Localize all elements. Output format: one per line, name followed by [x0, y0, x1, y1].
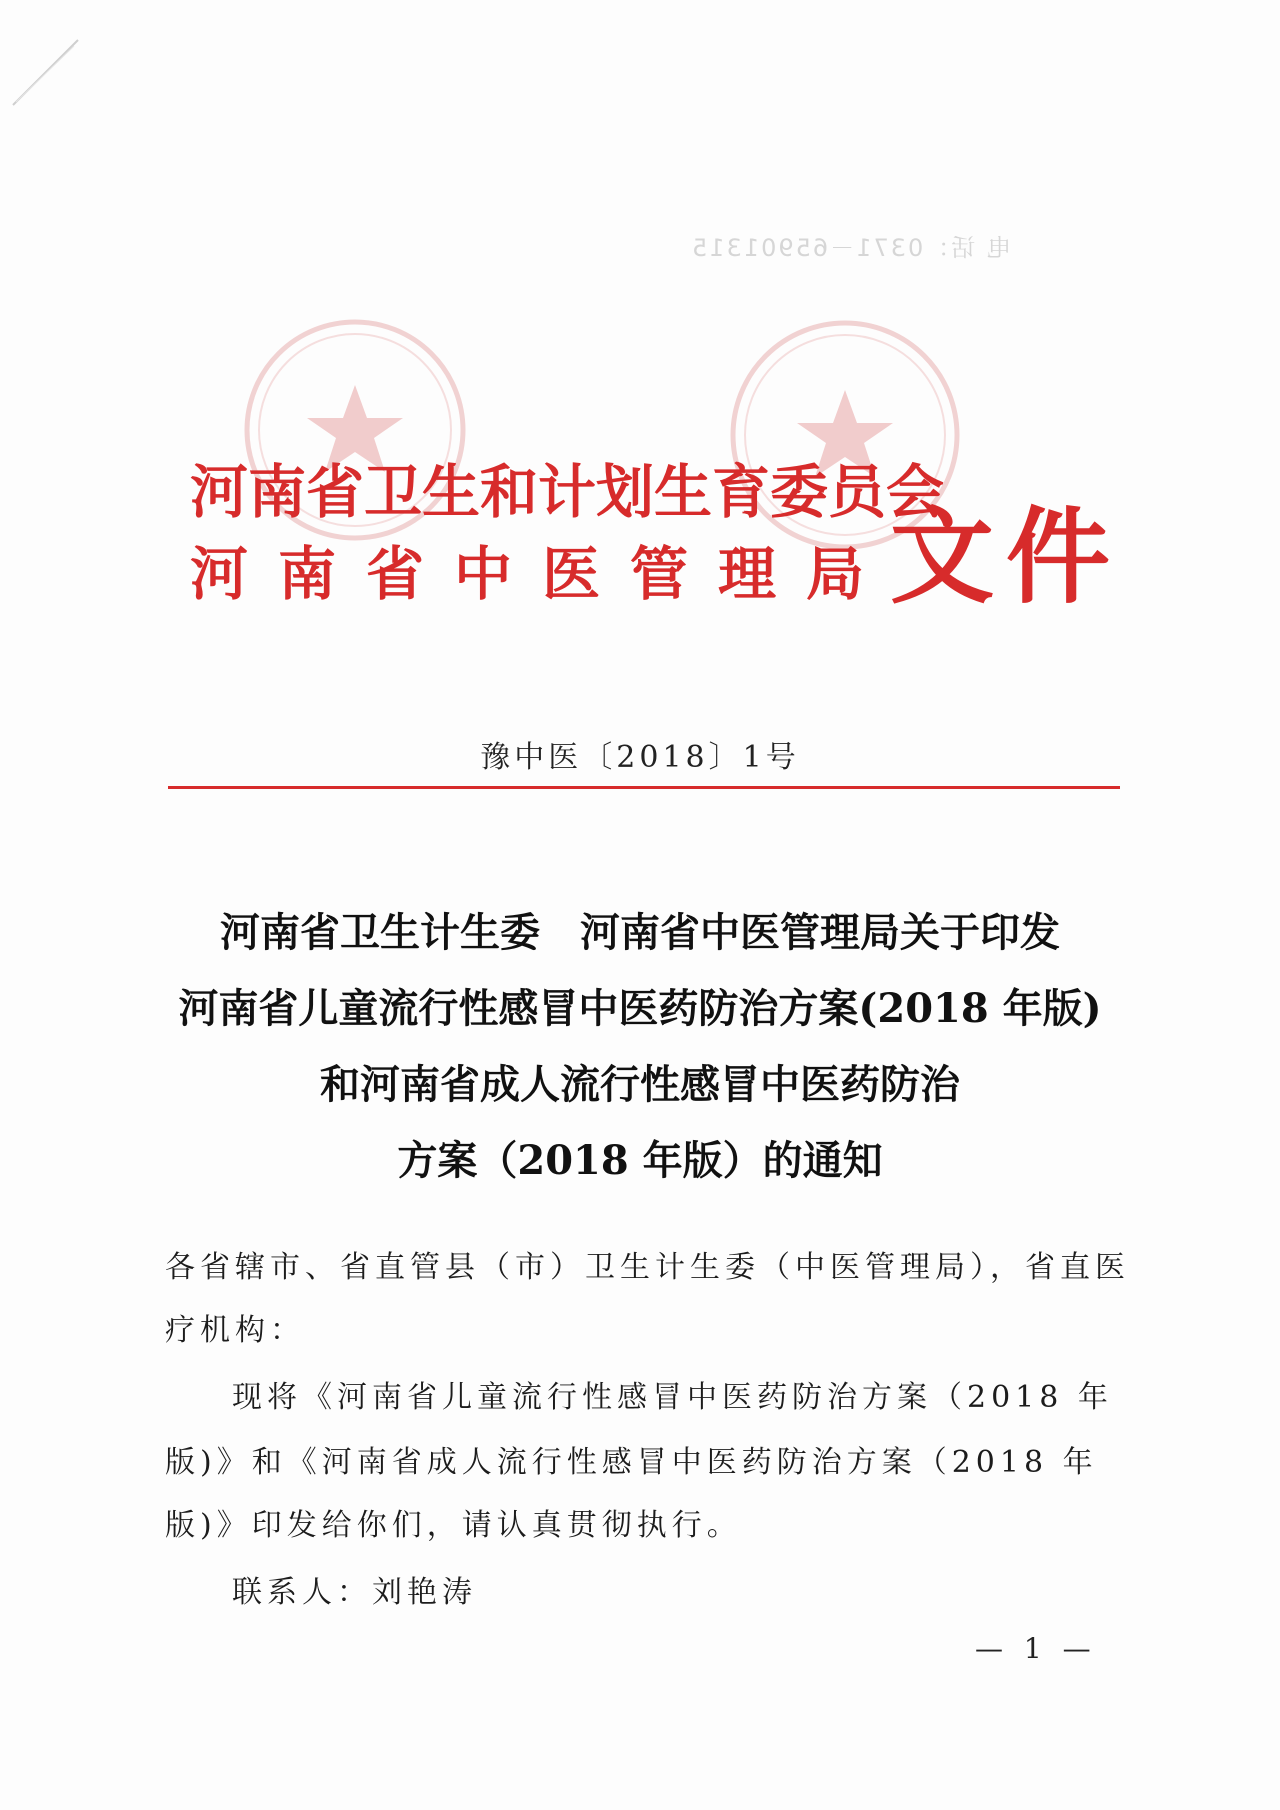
contact-line: 联系人：刘艳涛	[232, 1575, 477, 1610]
show-through-text: 电 话：0371－65901315	[690, 234, 1011, 262]
body-line: 版)》和《河南省成人流行性感冒中医药防治方案（2018 年	[165, 1445, 1098, 1480]
document-type-label: 文件	[890, 495, 1123, 618]
body-line: 版)》印发给你们，请认真贯彻执行。	[165, 1508, 742, 1543]
document-header	[190, 445, 1123, 618]
document-number: 豫中医〔2018〕1号	[480, 740, 800, 775]
title-line: 河南省卫生计生委 河南省中医管理局关于印发	[220, 909, 1060, 956]
title-line: 河南省儿童流行性感冒中医药防治方案(2018 年版)	[178, 985, 1102, 1032]
red-divider-line	[168, 786, 1120, 789]
page-number: — 1 —	[975, 1632, 1097, 1665]
document-title	[150, 895, 1130, 1199]
issuing-org-1: 河南省卫生和计划生育委员会	[190, 458, 945, 526]
folded-corner-icon	[8, 30, 88, 110]
body-line: 疗机构：	[165, 1313, 305, 1348]
body-line: 各省辖市、省直管县（市）卫生计生委（中医管理局），省直医	[165, 1250, 1130, 1285]
issuing-org-2: 河南省中医管理局	[190, 540, 895, 608]
title-line: 和河南省成人流行性感冒中医药防治	[320, 1061, 960, 1108]
title-line: 方案（2018 年版）的通知	[397, 1137, 883, 1184]
body-line: 现将《河南省儿童流行性感冒中医药防治方案（2018 年	[232, 1380, 1113, 1415]
